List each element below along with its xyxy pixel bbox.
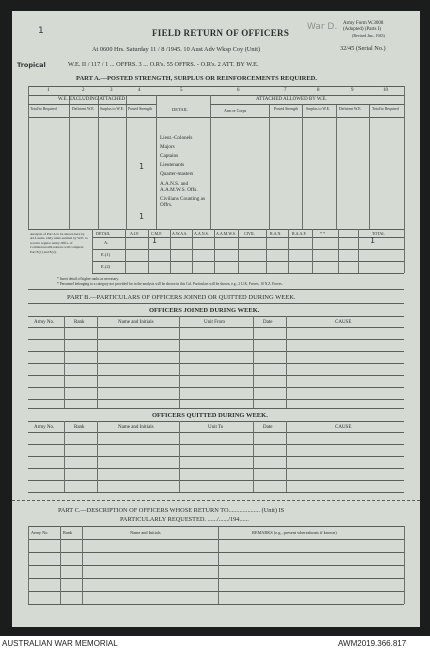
we-excluding-header: W.E. EXCLUDING ATTACHED (58, 97, 126, 102)
form-paper (12, 11, 420, 627)
analysis-header: A.W.A.S. (172, 231, 188, 236)
part-c-header: Name and Initials (130, 530, 161, 535)
part-b-title: PART B.—PARTICULARS OF OFFICERS JOINED OR QUITTED DURING WEEK. (67, 294, 296, 301)
joined-header: Name and Initials (118, 320, 154, 325)
analysis-header: TOTAL (372, 231, 385, 236)
sub-header: Deficient W.E. (72, 107, 95, 111)
analysis-row-label: E.(2) (101, 264, 111, 269)
rank-row: Lieut.-Colonels (160, 135, 193, 141)
footer-accession: AWM2019.366.817 (338, 639, 407, 648)
tropical-note: Tropical (17, 61, 46, 69)
col-number: 5 (180, 88, 183, 93)
quitted-title: OFFICERS QUITTED DURING WEEK. (152, 412, 268, 419)
analysis-header: * * (320, 231, 325, 236)
war-diary-mark: War D. (307, 22, 338, 32)
analysis-note: Analysis of Part A to be shown here by ALL units. Only units entitled by W.E. to receive regular Army Offrs. of Commonwealth nations will complete Part E(1) and E(2). (30, 232, 88, 254)
col-number: 7 (284, 88, 287, 93)
total-count: 1 (139, 212, 145, 221)
analysis-header: DETAIL (96, 231, 111, 236)
page-number-mark: 1 (38, 26, 44, 36)
analysis-header: R.A.N. (270, 231, 282, 236)
captains-count: 1 (139, 162, 145, 171)
archive-footer (0, 636, 430, 653)
tear-line (12, 500, 420, 501)
serial-number: 32/45 (Serial No.) (340, 45, 386, 52)
time-unit-line: At 0600 Hrs. Saturday 11 / 8 /1945. 10 Aust Adv Wksp Coy (Unit) (92, 46, 261, 53)
rank-row: Majors (160, 144, 175, 150)
rank-row: Captains (160, 153, 179, 159)
part-c-header: Army No. (31, 530, 49, 535)
joined-header: Army No. (34, 320, 55, 325)
sub-header: Total/to Required (30, 107, 57, 111)
sub-header: Arm or Corps (224, 108, 247, 113)
col-number: 9 (351, 88, 354, 93)
quitted-header: Rank (74, 425, 85, 430)
aif-value: 1 (152, 236, 158, 245)
rank-row: Lieutenants (160, 162, 185, 168)
sub-header: Deficient W.E. (339, 107, 362, 111)
analysis-header: A.I.F. (130, 231, 140, 236)
sub-header: Surplus to W.E. (306, 107, 330, 111)
we-line: W.E. II / 117 / 1 ... OFFRS. 3 ... O.R's. 55 OFFRS. - O.R's. 2 ATT. BY W.E. (68, 61, 259, 68)
analysis-row-label: E.(1) (101, 252, 111, 257)
sub-header: Posted Strength (274, 107, 298, 111)
col-number: 3 (110, 88, 113, 93)
rank-row: A.A.N.S. and A.A.M.W.S. Offs. (160, 181, 198, 193)
part-c-header: REMARKS (e.g., present whereabouts if known) (252, 530, 337, 535)
joined-header: CAUSE (335, 320, 352, 325)
analysis-header: CIVIL (244, 231, 255, 236)
form-ref-adopted: (Adopted) (Parts I) (343, 27, 382, 32)
rank-row: Civilians Counting as Offrs. (160, 196, 205, 208)
sub-header: Surplus to W.E. (100, 107, 124, 111)
joined-header: Rank (74, 320, 85, 325)
col-number: 1 (47, 88, 50, 93)
col-number: 4 (138, 88, 141, 93)
sub-header: Posted Strength (128, 107, 152, 111)
footer-source: AUSTRALIAN WAR MEMORIAL (2, 639, 118, 648)
part-c-header: Rank (63, 530, 73, 535)
quitted-header: Unit To (208, 425, 224, 430)
sub-header: Total/to Required (372, 107, 399, 111)
quitted-header: Date (263, 425, 273, 430)
part-c-line2: PARTICULARLY REQUESTED. ....../....../194...... (120, 516, 249, 523)
form-title: FIELD RETURN OF OFFICERS (152, 28, 290, 38)
analysis-header: A.A.N.S. (194, 231, 209, 236)
attached-allowed-header: ATTACHED ALLOWED BY W.E. (256, 97, 327, 102)
sub-header: DETAIL (172, 107, 188, 112)
col-number: 10 (383, 88, 388, 93)
quitted-header: CAUSE (335, 425, 352, 430)
rank-row: Quarter-masters (160, 171, 194, 177)
form-ref-revised: (Revised Jan., 1943) (352, 33, 385, 38)
quitted-header: Army No. (34, 425, 55, 430)
footnote: * Insert detail of higher ranks as necessary. (57, 277, 119, 281)
col-number: 2 (82, 88, 85, 93)
col-number: 6 (237, 88, 240, 93)
analysis-header: R.A.A.F. (292, 231, 307, 236)
joined-title: OFFICERS JOINED DURING WEEK. (149, 307, 260, 314)
analysis-header: C.M.F. (151, 231, 163, 236)
footnote: * Personnel belonging to a category not provided for in the analysis will be shown in this Col. Particulars will be shown, e.g., 2 U.K. Forces, 10 N.Z. Forces. (57, 282, 283, 286)
quitted-header: Name and Initials (118, 425, 154, 430)
joined-header: Date (263, 320, 273, 325)
form-ref: Army Form W.3008 (343, 21, 384, 26)
analysis-total: 1 (370, 236, 376, 245)
part-c-line1: PART C.—DESCRIPTION OF OFFICERS WHOSE RETURN TO.................... (Unit) IS (58, 507, 285, 514)
col-number: 8 (317, 88, 320, 93)
part-a-title: PART A.—POSTED STRENGTH, SURPLUS OR REINFORCEMENTS REQUIRED. (76, 75, 317, 82)
analysis-header: A.A.M.W.S. (216, 231, 236, 236)
analysis-row-label: A. (104, 240, 109, 245)
joined-header: Unit From (204, 320, 225, 325)
